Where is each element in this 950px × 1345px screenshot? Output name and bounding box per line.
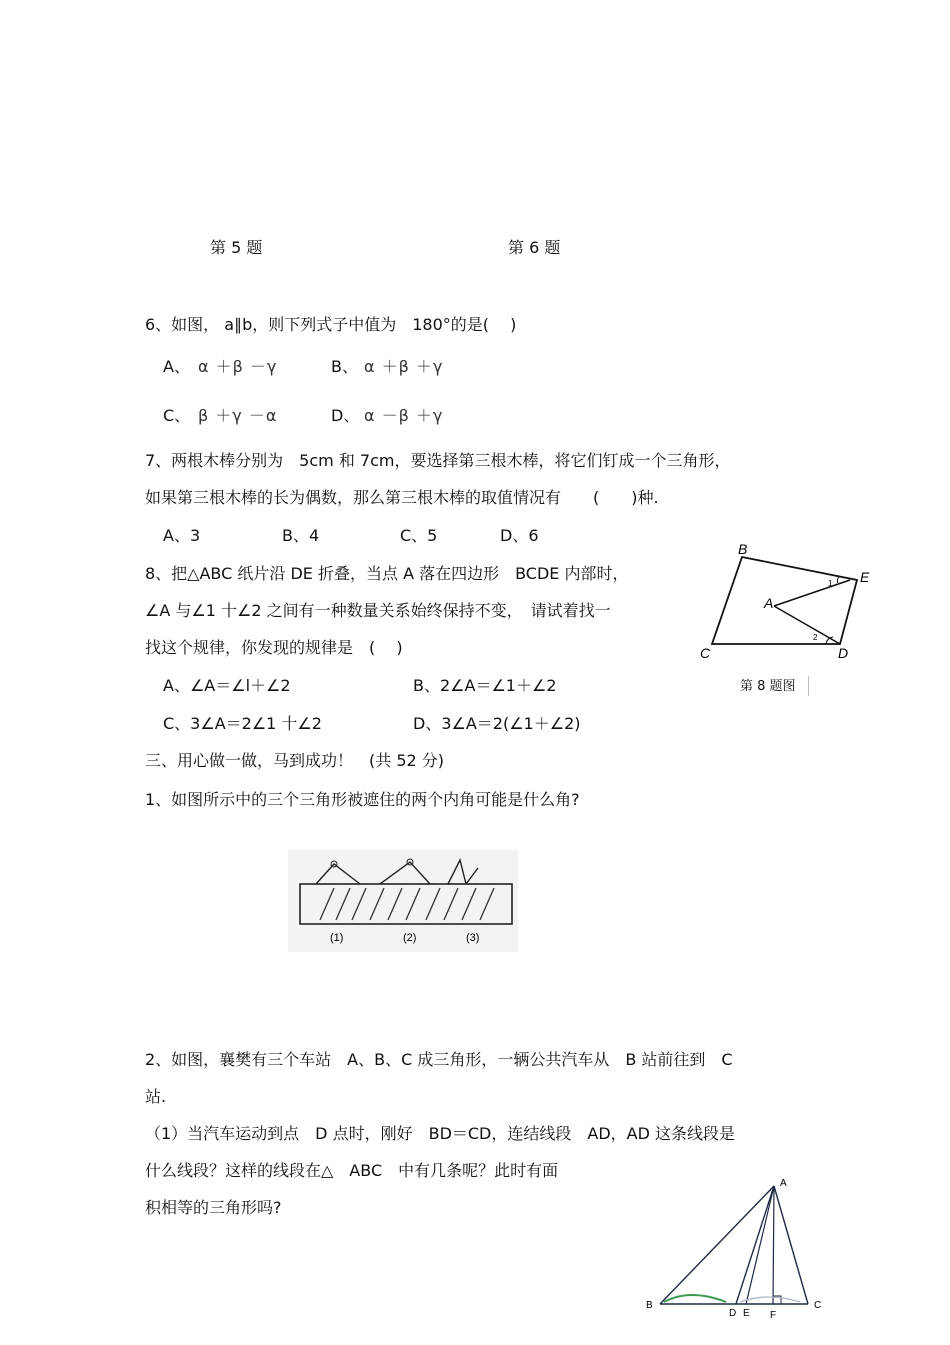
s3-q2-figure xyxy=(640,1170,835,1330)
s3-q1-label-2: (2) xyxy=(403,932,417,944)
s3-q1-figure xyxy=(288,850,518,952)
q7-option-c: C、5 xyxy=(400,526,438,545)
s3-q1-text: 1、如图所示中的三个三角形被遮住的两个内角可能是什么角? xyxy=(145,790,580,809)
q6-stem: 6、如图， a∥b，则下列式子中值为 180°的是( ) xyxy=(145,315,517,334)
q7-option-b: B、4 xyxy=(282,526,320,545)
q7-line-1: 7、两根木棒分别为 5cm 和 7cm，要选择第三根木棒，将它们钉成一个三角形， xyxy=(145,451,731,470)
s3-q2-sub1-line-1: （1）当汽车运动到点 D 点时，刚好 BD＝CD，连结线段 AD，AD 这条线段是 xyxy=(145,1124,735,1143)
q6-option-b-label: B、 xyxy=(331,357,358,376)
s3-q1-label-3: (3) xyxy=(466,932,480,944)
q6-option-b-expr: α ＋β ＋γ xyxy=(364,357,444,376)
s3-q2-line-1: 2、如图，襄樊有三个车站 A、B、C 成三角形，一辆公共汽车从 B 站前往到 C xyxy=(145,1050,733,1069)
q8-label-B: B xyxy=(738,541,748,557)
q6-option-a-label: A、 xyxy=(163,357,190,376)
q6-option-c-expr: β ＋γ －α xyxy=(198,406,278,425)
s3-q2-sub1-line-3: 积相等的三角形吗? xyxy=(145,1198,282,1217)
q8-option-b: B、2∠A＝∠1＋∠2 xyxy=(413,676,557,695)
section-3-heading: 三、用心做一做，马到成功！ (共 52 分) xyxy=(145,751,445,770)
q6-option-a-expr: α ＋β －γ xyxy=(198,357,278,376)
s3-q1-label-1: (1) xyxy=(330,932,344,944)
s3-q2-label-F: F xyxy=(770,1310,777,1321)
q8-line-3: 找这个规律，你发现的规律是 ( ) xyxy=(145,638,403,657)
s3-q2-label-B: B xyxy=(646,1300,653,1311)
q8-label-C: C xyxy=(700,645,711,661)
q6-option-d-expr: α －β ＋γ xyxy=(364,406,444,425)
q7-line-2: 如果第三根木棒的长为偶数，那么第三根木棒的取值情况有 ( )种. xyxy=(145,488,659,507)
q6-option-d-label: D、 xyxy=(331,406,360,425)
q8-label-1: 1 xyxy=(828,579,833,588)
q8-figure xyxy=(690,540,880,665)
q8-label-A: A xyxy=(764,595,774,611)
s3-q2-label-C: C xyxy=(814,1300,822,1311)
q8-option-d: D、3∠A＝2(∠1＋∠2) xyxy=(413,714,581,733)
q7-option-d: D、6 xyxy=(500,526,539,545)
s3-q2-line-2: 站. xyxy=(145,1087,167,1106)
s3-q2-label-D: D xyxy=(729,1308,737,1319)
q8-line-2: ∠A 与∠1 十∠2 之间有一种数量关系始终保持不变， 请试着找一 xyxy=(145,601,611,620)
q8-figure-caption: 第 8 题图 xyxy=(740,679,796,694)
s3-q2-label-E: E xyxy=(743,1308,750,1319)
q8-line-1: 8、把△ABC 纸片沿 DE 折叠，当点 A 落在四边形 BCDE 内部时， xyxy=(145,564,629,583)
s3-q2-sub1-line-2: 什么线段？这样的线段在△ ABC 中有几条呢？此时有面 xyxy=(145,1161,559,1180)
q6-option-c-label: C、 xyxy=(163,406,191,425)
q8-option-a: A、∠A＝∠l＋∠2 xyxy=(163,676,291,695)
q7-option-a: A、3 xyxy=(163,526,201,545)
q8-label-D: D xyxy=(838,645,849,661)
q8-label-2: 2 xyxy=(813,633,818,642)
s3-q2-label-A: A xyxy=(780,1178,787,1189)
caption-q6: 第 6 题 xyxy=(508,238,561,257)
q8-label-E: E xyxy=(860,569,870,585)
caption-divider xyxy=(808,676,809,696)
caption-q5: 第 5 题 xyxy=(210,238,263,257)
q8-option-c: C、3∠A＝2∠1 十∠2 xyxy=(163,714,322,733)
